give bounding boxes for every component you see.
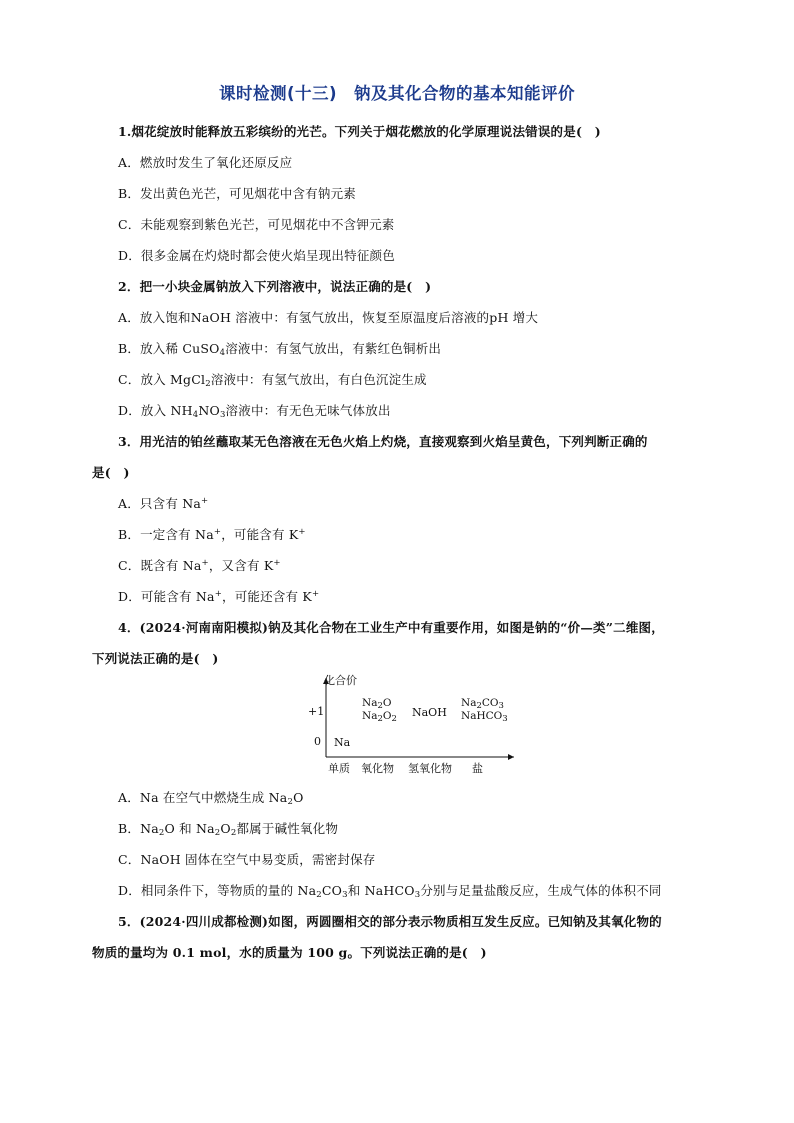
q1-option-c: C．未能观察到紫色光芒，可见烟花中不含钾元素 bbox=[118, 217, 395, 232]
q1-option-b: B．发出黄色光芒，可见烟花中含有钠元素 bbox=[118, 186, 356, 201]
q4-option-a: A．Na 在空气中燃烧生成 $Na_2O$ bbox=[118, 790, 304, 807]
q2-option-d: D．放入 $NH_4NO_3$溶液中：有无色无味气体放出 bbox=[118, 403, 391, 420]
q1-option-a: A．燃放时发生了氧化还原反应 bbox=[118, 155, 293, 170]
x-category-salt: 盐 bbox=[472, 762, 483, 775]
cell-salts: $Na_2CO_3$ NaHCO$_3$ bbox=[461, 697, 508, 724]
page-title: 课时检测(十三) 钠及其化合物的基本知能评价 bbox=[218, 84, 576, 103]
q3-option-a: A．只含有 Na+ bbox=[118, 495, 209, 511]
q2-option-a: A．放入饱和NaOH 溶液中：有氢气放出，恢复至原温度后溶液的pH 增大 bbox=[118, 310, 539, 325]
y-tick-plus1: +1 bbox=[308, 705, 325, 718]
q1-stem: 1.烟花绽放时能释放五彩缤纷的光芒。下列关于烟花燃放的化学原理说法错误的是( ) bbox=[118, 124, 601, 139]
y-tick-zero: 0 bbox=[314, 735, 321, 748]
x-category-hydroxide: 氢氧化物 bbox=[408, 762, 452, 775]
q2-stem: 2．把一小块金属钠放入下列溶液中，说法正确的是( ) bbox=[118, 279, 432, 294]
y-axis-label: 化合价 bbox=[324, 674, 357, 687]
q3-option-d: D．可能含有 Na+，可能还含有 K+ bbox=[118, 588, 320, 604]
q3-option-b: B．一定含有 Na+，可能含有 K+ bbox=[118, 526, 306, 542]
q1-option-d: D．很多金属在灼烧时都会使火焰呈现出特征颜色 bbox=[118, 248, 395, 263]
q4-option-c: C．NaOH 固体在空气中易变质，需密封保存 bbox=[118, 852, 376, 867]
cell-oxides: $Na_2O$ $Na_2O_2$ bbox=[362, 697, 397, 724]
x-category-element: 单质 bbox=[328, 762, 350, 775]
cell-naoh: NaOH bbox=[412, 706, 447, 719]
x-category-oxide: 氧化物 bbox=[361, 762, 394, 775]
q4-stem-line2: 下列说法正确的是( ) bbox=[92, 651, 219, 666]
q2-option-b: B．放入稀 CuSO$_4$溶液中：有氢气放出，有紫红色铜析出 bbox=[118, 341, 442, 358]
q5-stem-line1: 5．(2024·四川成都检测)如图，两圆圈相交的部分表示物质相互发生反应。已知钠及其氧化物的 bbox=[118, 914, 662, 929]
q4-option-b: B．$Na_2O$ 和 $Na_2O_2$都属于碱性氧化物 bbox=[118, 821, 339, 838]
q5-stem-line2: 物质的量均为 0.1 mol，水的质量为 100 g。下列说法正确的是( ) bbox=[92, 945, 487, 960]
cell-na: Na bbox=[334, 736, 351, 749]
q3-stem-line1: 3．用光洁的铂丝蘸取某无色溶液在无色火焰上灼烧，直接观察到火焰呈黄色，下列判断正确的 bbox=[118, 434, 648, 449]
q2-option-c: C．放入 MgCl$_2$溶液中：有氢气放出，有白色沉淀生成 bbox=[118, 372, 427, 389]
valence-class-diagram bbox=[300, 672, 520, 782]
q4-option-d: D．相同条件下，等物质的量的 $Na_2CO_3$和 NaHCO$_3$分别与足量盐酸反应，生成气体的体积不同 bbox=[118, 883, 662, 900]
q4-stem-line1: 4．(2024·河南南阳模拟)钠及其化合物在工业生产中有重要作用，如图是钠的“价—类”二维图， bbox=[118, 620, 664, 635]
q3-option-c: C．既含有 Na+，又含有 K+ bbox=[118, 557, 281, 573]
q3-stem-line2: 是( ) bbox=[92, 465, 130, 480]
